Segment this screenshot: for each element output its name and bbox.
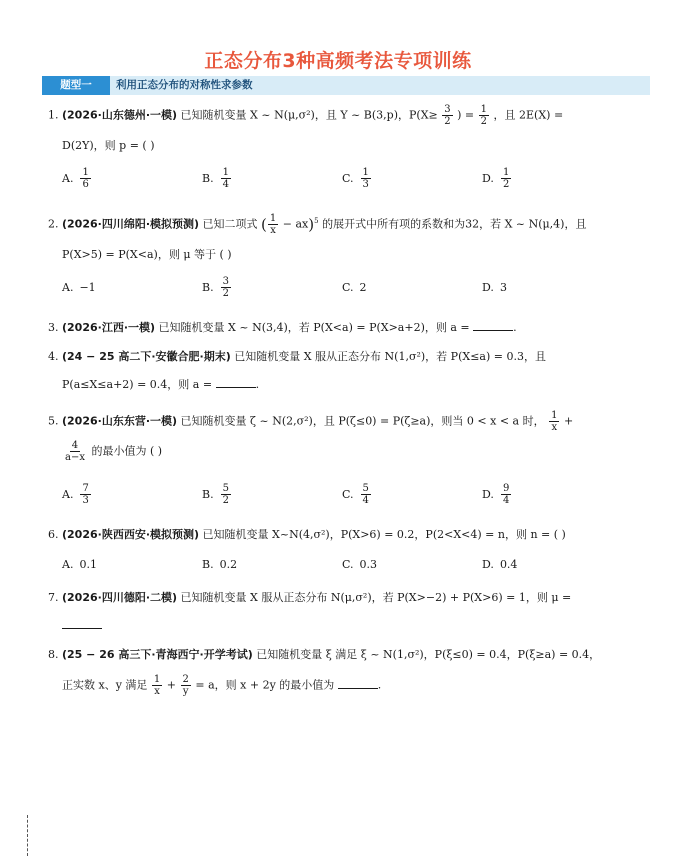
question-text: + [166, 678, 177, 692]
section-tag: 题型一 [42, 76, 110, 95]
question-source: (2026·山东东营·一模) [62, 414, 178, 428]
question-5 [48, 410, 652, 433]
question-8-line2: 正实数 x、y 满足 $\frac{1}{x}$ + $\frac{2}{y}$ = a，则 x + 2y 的最小值为 . [62, 674, 382, 697]
fraction: $\frac{1}{x}$ [153, 674, 161, 697]
option-d[interactable]: D. $\frac{9}{4}$ [482, 482, 510, 506]
question-text: 已知随机变量 X 服从正态分布 N(μ,σ²)，若 P(X>−2) + P(X>6) = 1，则 μ = [180, 591, 572, 604]
question-1 [48, 104, 652, 127]
question-number: 7. [48, 591, 59, 604]
question-text: = a，则 x + 2y 的最小值为 [195, 678, 335, 692]
question-source: (2026·江西·一模) [62, 321, 156, 334]
question-source: (2026·四川德阳·二模) [62, 591, 178, 604]
answer-blank[interactable] [473, 318, 513, 331]
section-label: 利用正态分布的对称性求参数 [116, 79, 253, 91]
question-6 [48, 526, 652, 544]
question-source: (24 − 25 高二下·安徽合肥·期末) [62, 350, 231, 363]
options-row [62, 479, 622, 509]
option-a[interactable]: A. $\frac{1}{6}$ [62, 166, 89, 190]
question-number: 3. [48, 321, 59, 334]
question-7 [48, 589, 652, 607]
question-text: 已知随机变量 X ~ N(3,4)，若 P(X<a) = P(X>a+2)，则 a = [158, 321, 470, 334]
question-number: 6. [48, 528, 59, 541]
option-b[interactable]: B. $\frac{5}{2}$ [202, 482, 229, 506]
question-2: 2. (2026·四川绵阳·模拟预测) 已知二项式 ( $\frac{1}{x}$ − ax)$^5$ 的展开式中所有项的系数和为32，若 X ~ N(μ,4)，且 [48, 213, 587, 237]
option-c[interactable]: C. 0.3 [342, 557, 378, 571]
question-text: − ax [282, 217, 309, 231]
question-text: + [563, 414, 574, 428]
question-text: 已知随机变量 ξ 满足 ξ ~ N(1,σ²)，P(ξ≤0) = 0.4，P(ξ≥a) = 0.4， [256, 648, 601, 661]
option-b[interactable]: B. 0.2 [202, 557, 238, 571]
question-text: 的最小值为 ( ) [91, 444, 163, 458]
option-d[interactable]: D. $\frac{1}{2}$ [482, 166, 510, 190]
question-source: (2026·陕西西安·模拟预测) [62, 528, 200, 541]
fraction: $\frac{3}{2}$ [444, 104, 451, 127]
question-text: D(2Y)，则 p = ( ) [62, 139, 155, 152]
question-number: 5. [48, 414, 59, 428]
option-a[interactable]: A. 0.1 [62, 557, 97, 571]
question-8 [48, 646, 652, 664]
question-3: 3. (2026·江西·一模) 已知随机变量 X ~ N(3,4)，若 P(X<a) = P(X>a+2)，则 a = . [48, 318, 652, 337]
options-row [62, 272, 622, 302]
exponent: 5 [314, 217, 319, 225]
option-d[interactable]: D. 3 [482, 280, 507, 294]
answer-blank[interactable] [62, 616, 102, 629]
option-c[interactable]: C. 2 [342, 280, 367, 294]
options-row [62, 549, 622, 579]
option-a[interactable]: A. $\frac{7}{3}$ [62, 482, 89, 506]
fraction: $\frac{2}{y}$ [182, 674, 189, 697]
answer-blank[interactable] [216, 375, 256, 388]
option-c[interactable]: C. $\frac{5}{4}$ [342, 482, 369, 506]
question-text: 已知随机变量 X 服从正态分布 N(1,σ²)，若 P(X≤a) = 0.3，且 [234, 350, 546, 363]
page-title: 正态分布3种高频考法专项训练 [204, 50, 472, 72]
question-7-line2 [62, 616, 102, 632]
question-source: (2026·山东德州·一模) [62, 108, 178, 122]
question-text: 已知随机变量 X~N(4,σ²)，P(X>6) = 0.2，P(2<X<4) = n，则 n = ( ) [202, 528, 566, 541]
options-row [62, 163, 622, 193]
question-text: 正实数 x、y 满足 [62, 678, 148, 692]
question-number: 4. [48, 350, 59, 363]
question-text: 的展开式中所有项的系数和为32，若 X ~ N(μ,4)，且 [322, 217, 587, 231]
option-c[interactable]: C. $\frac{1}{3}$ [342, 166, 369, 190]
question-text: 已知随机变量 X ~ N(μ,σ²)，且 Y ~ B(3,p)，P(X≥ [180, 108, 438, 122]
binding-dash-line [27, 815, 28, 856]
fraction: $\frac{1}{2}$ [480, 104, 488, 127]
question-text: 已知随机变量 ζ ~ N(2,σ²)，且 P(ζ≤0) = P(ζ≥a)，则当 0 < x < a 时， [180, 414, 545, 428]
option-a[interactable]: A. −1 [62, 280, 96, 294]
fraction: $\frac{1}{x}$ [551, 410, 558, 433]
question-text: 已知二项式 [202, 217, 258, 231]
question-4-line2: P(a≤X≤a+2) = 0.4，则 a = . [62, 375, 259, 392]
question-source: (2026·四川绵阳·模拟预测) [62, 217, 200, 231]
question-number: 1. [48, 108, 59, 122]
question-4 [48, 348, 652, 366]
section-header [42, 76, 650, 95]
question-text: ) = [457, 108, 475, 122]
question-5-line2 [62, 440, 162, 463]
question-source: (25 − 26 高三下·青海西宁·开学考试) [62, 648, 253, 661]
answer-blank[interactable] [338, 676, 378, 689]
question-text: P(a≤X≤a+2) = 0.4，则 a = [62, 378, 213, 391]
question-number: 2. [48, 217, 59, 231]
option-b[interactable]: B. $\frac{1}{4}$ [202, 166, 229, 190]
question-text: ，且 2E(X) = [493, 108, 564, 122]
fraction: $\frac{4}{a-x}$ [65, 440, 85, 463]
question-number: 8. [48, 648, 59, 661]
question-text: P(X>5) = P(X<a)，则 μ 等于 ( ) [62, 248, 232, 261]
option-b[interactable]: B. $\frac{3}{2}$ [202, 275, 229, 299]
fraction: $\frac{1}{x}$ [269, 213, 277, 237]
option-d[interactable]: D. 0.4 [482, 557, 518, 571]
